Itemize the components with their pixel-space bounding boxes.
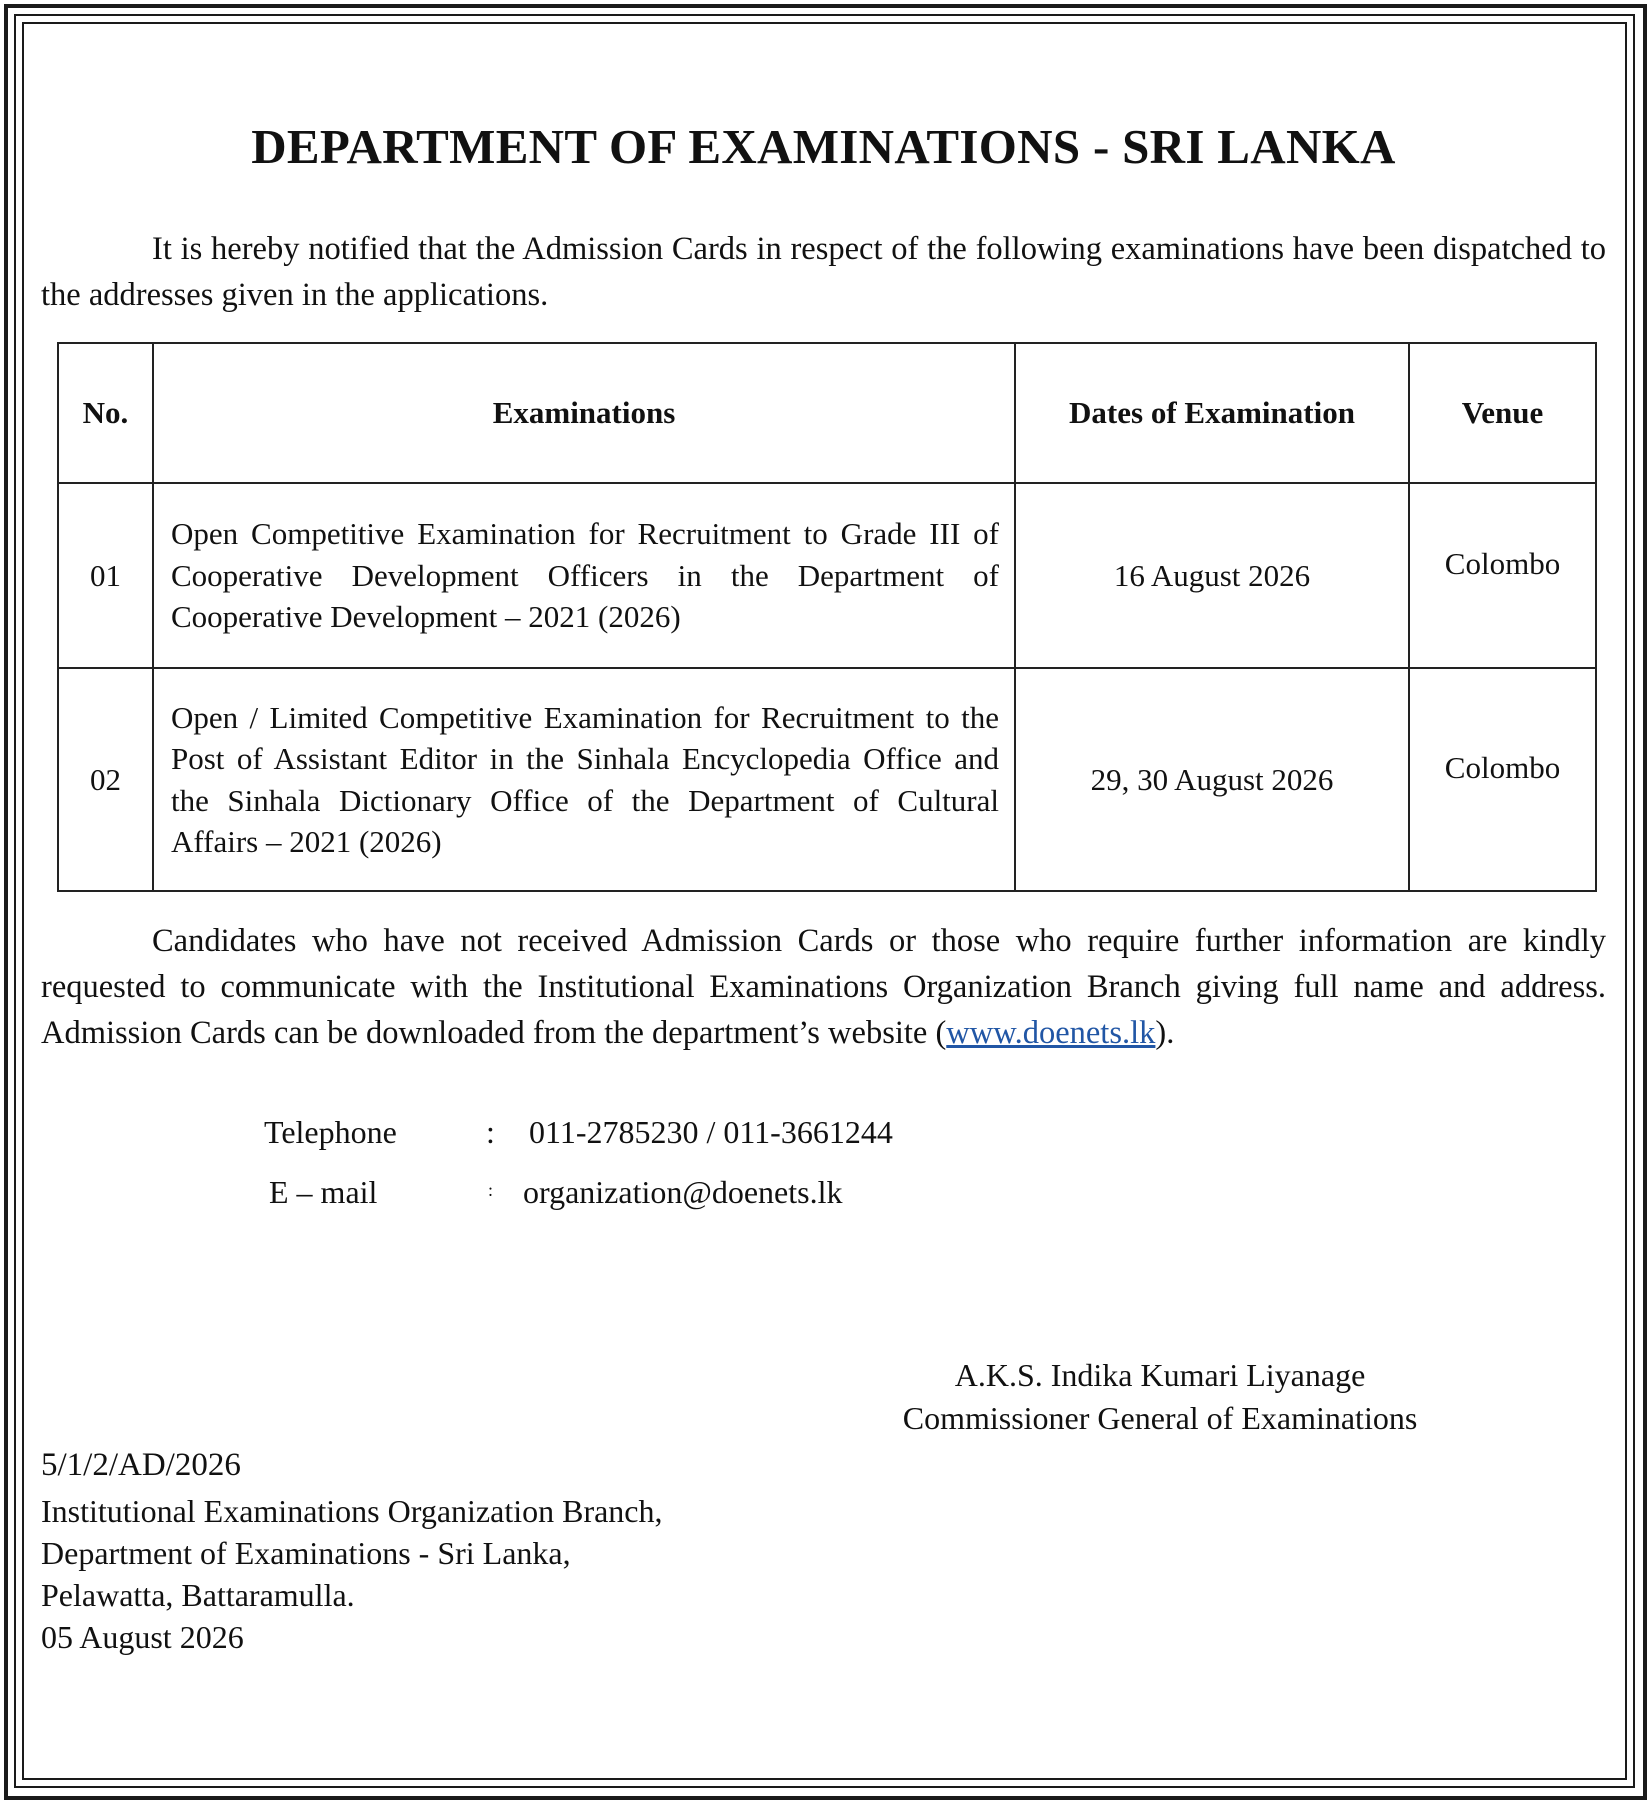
header-examinations: Examinations [153, 343, 1015, 483]
row-venue [1409, 483, 1596, 668]
address-line: Pelawatta, Battaramulla. [41, 1577, 355, 1613]
address-line: Department of Examinations - Sri Lanka, [41, 1535, 571, 1571]
row-date: 16 August 2026 [1015, 483, 1409, 668]
telephone-separator: : [486, 1114, 495, 1150]
page-title: DEPARTMENT OF EXAMINATIONS - SRI LANKA [251, 119, 1396, 174]
row-exam: Open / Limited Competitive Examination for Recruitment to the Post of Assistant Editor in the Sinhala Encyclopedia Office and the Sinhala Dictionary Office of the Department of Cultural Affairs – 2021 (2026) [153, 668, 1015, 891]
email-label: E – mail [269, 1174, 378, 1210]
row-venue-text: Colombo [1444, 545, 1561, 581]
footer-block [41, 1444, 663, 1658]
header-venue: Venue [1409, 343, 1596, 483]
notice-paragraph [41, 918, 1606, 1056]
header-dates: Dates of Examination [1015, 343, 1409, 483]
row-no: 01 [58, 483, 153, 668]
table-row [58, 483, 1596, 668]
row-venue [1409, 668, 1596, 891]
signatory-name: A.K.S. Indika Kumari Liyanage [954, 1357, 1366, 1393]
signatory-title: Commissioner General of Examinations [902, 1400, 1418, 1436]
row-no: 02 [58, 668, 153, 891]
telephone-value: 011-2785230 / 011-3661244 [529, 1114, 893, 1150]
issue-date: 05 August 2026 [41, 1619, 244, 1655]
header-no: No. [58, 343, 153, 483]
website-link[interactable]: www.doenets.lk [946, 1015, 1156, 1051]
intro-paragraph: It is hereby notified that the Admission Cards in respect of the following examinations have been dispatched to the addresses given in the applications. [41, 231, 1606, 313]
telephone-label: Telephone [264, 1114, 397, 1150]
examinations-table [57, 342, 1597, 892]
row-date: 29, 30 August 2026 [1015, 668, 1409, 891]
signature-block [860, 1354, 1460, 1440]
email-value: organization@doenets.lk [523, 1174, 843, 1210]
table-header-row [58, 343, 1596, 483]
row-exam: Open Competitive Examination for Recruitment to Grade III of Cooperative Development Officers in the Department of Cooperative Development – 2021 (2026) [153, 483, 1015, 668]
notice-after: ). [1155, 1015, 1175, 1051]
reference-number: 5/1/2/AD/2026 [41, 1447, 241, 1483]
email-separator: : [488, 1180, 494, 1200]
table-row [58, 668, 1596, 891]
notice-text: Candidates who have not received Admission Cards or those who require further information are kindly requested to communicate with the Institutional Examinations Organization Branch giving full name and address. Admission Cards can be downloaded from the department’s website ( [41, 923, 1606, 1051]
row-venue-text: Colombo [1444, 749, 1561, 785]
address-line: Institutional Examinations Organization Branch, [41, 1493, 663, 1529]
